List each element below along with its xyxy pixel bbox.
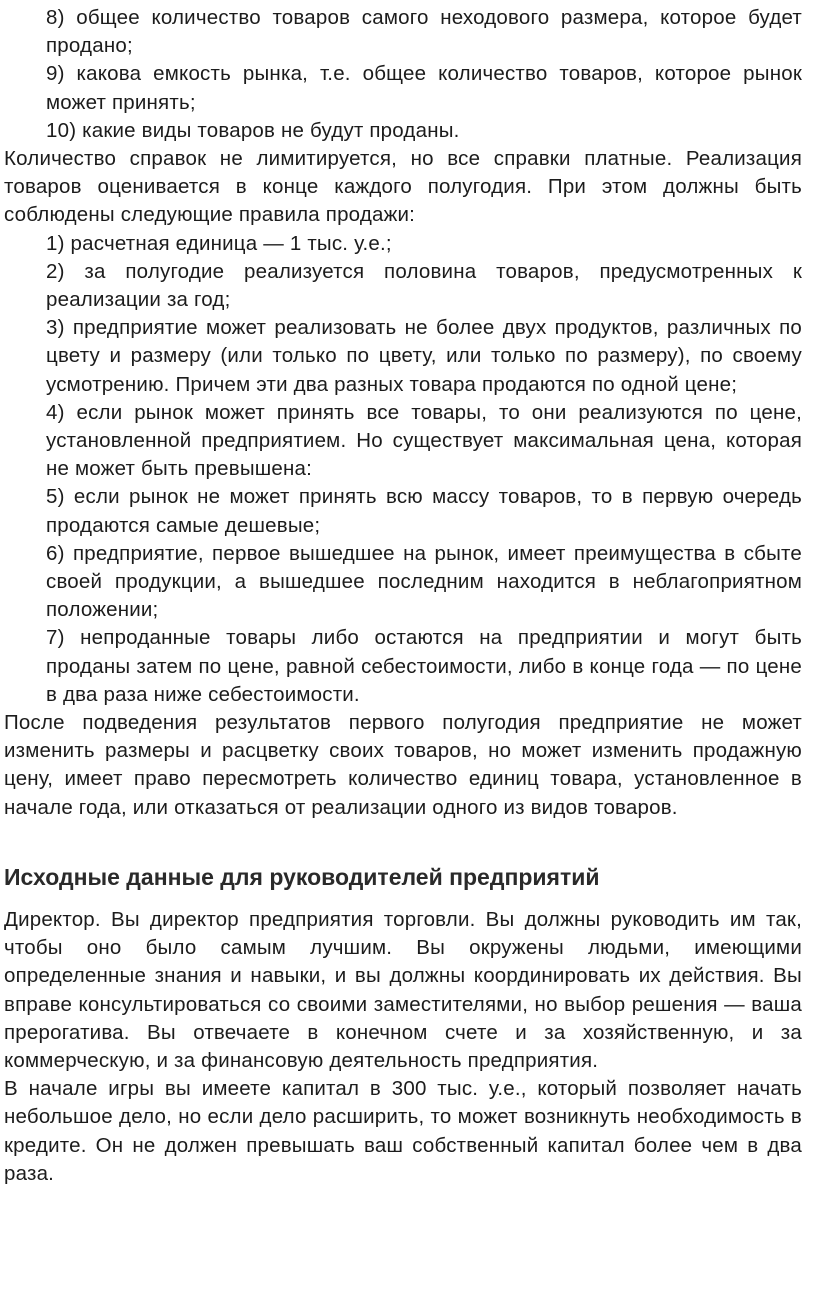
rule-item-2: 2) за полугодие реализуется половина товаров, предусмотренных к реализации за год; [46, 259, 802, 312]
intro-paragraph: Количество справок не лимитируется, но все справки платные. Реализация товаров оценивается в конце каждого полугодия. При этом должны быть соблюдены следующие правила продажи: [4, 147, 802, 227]
rule-item-7: 7) непроданные товары либо остаются на предприятии и могут быть проданы затем по цене, равной себестоимости, либо в конце года — по цене в два раза ниже себестоимости. [46, 626, 802, 706]
director-paragraph: Директор. Вы директор предприятия торговли. Вы должны руководить им так, чтобы оно было самым лучшим. Вы окружены людьми, имеющими определенные знания и навыки, и вы должны координировать их действия. Вы вправе консультироваться со своими заместителями, но выбор решения — ваша прерогатива. Вы отвечаете в конечном счете и за хозяйственную, и за коммерческую, и за финансовую деятельность предприятия. [4, 907, 802, 1072]
rule-item-5: 5) если рынок не может принять всю массу товаров, то в первую очередь продаются самые дешевые; [46, 485, 802, 537]
capital-paragraph: В начале игры вы имеете капитал в 300 тыс. у.е., который позволяет начать небольшое дело, но если дело расширить, то может возникнуть необходимость в кредите. Он не должен превышать ваш собственный капитал более чем в два раза. [4, 1077, 802, 1185]
list-item-9: 9) какова емкость рынка, т.е. общее количество товаров, которое рынок может принять; [46, 62, 802, 114]
rule-item-6: 6) предприятие, первое вышедшее на рынок, имеет преимущества в сбыте своей продукции, а вышедшее последним находится в неблагоприятном положении; [46, 541, 802, 622]
rule-item-1: 1) расчетная единица — 1 тыс. у.е.; [46, 231, 392, 255]
list-item-8: 8) общее количество товаров самого неходового размера, которое будет продано; [46, 6, 802, 58]
list-item-10: 10) какие виды товаров не будут проданы. [46, 118, 460, 142]
section-heading: Исходные данные для руководителей предприятий [4, 863, 600, 890]
after-half-year-paragraph: После подведения результатов первого полугодия предприятие не может изменить размеры и расцветку своих товаров, но может изменить продажную цену, имеет право пересмотреть количество единиц товара, установленное в начале года, или отказаться от реализации одного из видов товаров. [4, 711, 802, 819]
rule-item-4: 4) если рынок может принять все товары, то они реализуются по цене, установленной предприятием. Но существует максимальная цена, которая не может быть превышена: [46, 400, 802, 481]
rule-item-3: 3) предприятие может реализовать не более двух продуктов, различных по цвету и размеру (или только по цвету, или только по размеру), по своему усмотрению. Причем эти два разных товара продаются по одной цене; [46, 316, 802, 396]
